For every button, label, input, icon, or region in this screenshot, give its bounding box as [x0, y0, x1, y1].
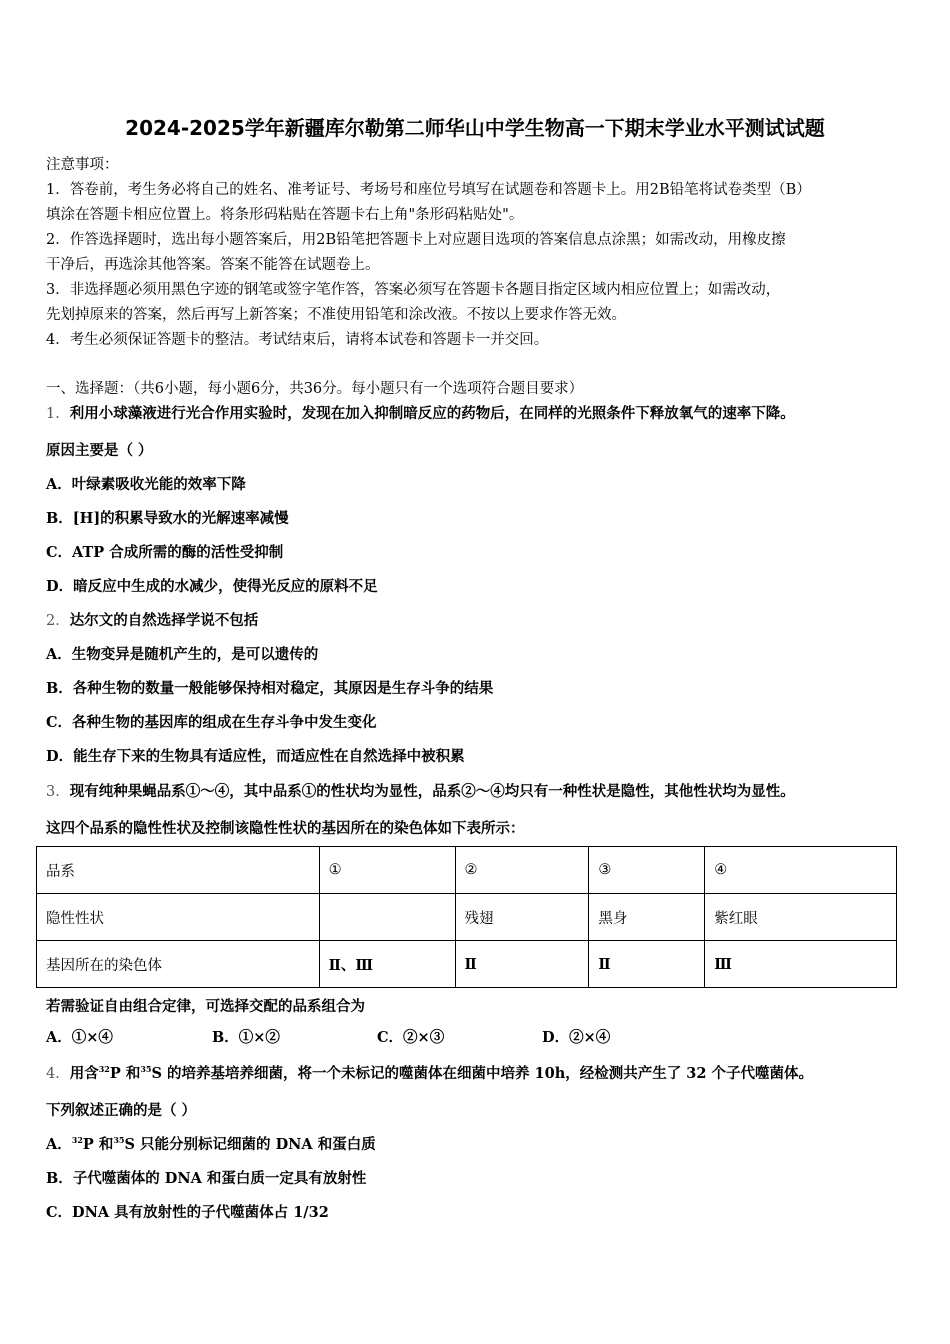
- table-row: [37, 847, 897, 894]
- table-cell: 品系: [37, 847, 320, 894]
- q4-stem-2: 下列叙述正确的是（ ）: [46, 1102, 197, 1119]
- notice-line: 先划掉原来的答案，然后再写上新答案；不准使用铅笔和涂改液。不按以上要求作答无效。: [46, 307, 626, 323]
- q1-stem-2: 原因主要是（ ）: [46, 442, 153, 459]
- notice-line: 2．作答选择题时，选出每小题答案后，用2B铅笔把答题卡上对应题目选项的答案信息点涂黑；如需改动，用橡皮擦: [46, 232, 786, 248]
- table-cell: ④: [705, 847, 897, 894]
- notice-line: 1．答卷前，考生务必将自己的姓名、准考证号、考场号和座位号填写在试题卷和答题卡上。用2B铅笔将试卷类型（B）: [46, 182, 811, 198]
- q2-number: 2．: [46, 613, 70, 629]
- table-cell: Ⅱ: [455, 941, 589, 988]
- q1-stem: 1．利用小球藻液进行光合作用实验时，发现在加入抑制暗反应的药物后，在同样的光照条件下释放氧气的速率下降。: [46, 405, 795, 422]
- table-row: [37, 941, 897, 988]
- q1-number: 1．: [46, 406, 70, 422]
- q3-stem-3: 若需验证自由组合定律，可选择交配的品系组合为: [46, 998, 365, 1015]
- table-cell: 紫红眼: [705, 894, 897, 941]
- q2-option-d: D．能生存下来的生物具有适应性，而适应性在自然选择中被积累: [46, 748, 465, 765]
- q2-option-c: C．各种生物的基因库的组成在生存斗争中发生变化: [46, 714, 377, 731]
- table-cell: Ⅱ、Ⅲ: [319, 941, 455, 988]
- q1-option-c: C．ATP 合成所需的酶的活性受抑制: [46, 544, 284, 561]
- table-cell: 基因所在的染色体: [37, 941, 320, 988]
- q3-option-c: C．②×③: [377, 1029, 445, 1046]
- q4-stem: 4．用含$^{32}$P 和$^{35}$S 的培养基培养细菌，将一个未标记的噬菌体在细菌中培养 10h，经检测共产生了 32 个子代噬菌体。: [46, 1064, 814, 1082]
- q2-stem: 2．达尔文的自然选择学说不包括: [46, 612, 259, 629]
- table-cell: 残翅: [455, 894, 589, 941]
- notice-line: 干净后，再选涂其他答案。答案不能答在试题卷上。: [46, 257, 380, 273]
- table-cell: [319, 894, 455, 941]
- table-cell: 隐性性状: [37, 894, 320, 941]
- exam-title: 2024-2025学年新疆库尔勒第二师华山中学生物高一下期末学业水平测试试题: [125, 116, 825, 140]
- q3-option-d: D．②×④: [542, 1029, 611, 1046]
- table-cell: Ⅲ: [705, 941, 897, 988]
- q4-number: 4．: [46, 1066, 70, 1082]
- notice-line: 4．考生必须保证答题卡的整洁。考试结束后，请将本试卷和答题卡一并交回。: [46, 332, 549, 348]
- section-heading: 一、选择题：（共6小题，每小题6分，共36分。每小题只有一个选项符合题目要求）: [46, 381, 584, 397]
- q4-option-b: B．子代噬菌体的 DNA 和蛋白质一定具有放射性: [46, 1170, 367, 1187]
- table-cell: 黑身: [589, 894, 705, 941]
- q2-option-a: A．生物变异是随机产生的，是可以遗传的: [46, 646, 319, 663]
- q2-option-b: B．各种生物的数量一般能够保持相对稳定，其原因是生存斗争的结果: [46, 680, 494, 697]
- q4-option-a: A．$^{32}$P 和$^{35}$S 只能分别标记细菌的 DNA 和蛋白质: [46, 1135, 376, 1153]
- strain-table: [36, 846, 897, 988]
- notice-heading: 注意事项：: [46, 157, 119, 173]
- notice-line: 3．非选择题必须用黑色字迹的钢笔或签字笔作答，答案必须写在答题卡各题目指定区域内相应位置上；如需改动，: [46, 282, 781, 298]
- q1-option-d: D．暗反应中生成的水减少，使得光反应的原料不足: [46, 578, 378, 595]
- q3-option-a: A．①×④: [46, 1029, 113, 1046]
- table-cell: ②: [455, 847, 589, 894]
- q1-option-b: B．[H]的积累导致水的光解速率减慢: [46, 510, 289, 527]
- table-row: [37, 894, 897, 941]
- q1-option-a: A．叶绿素吸收光能的效率下降: [46, 476, 246, 493]
- table-cell: ③: [589, 847, 705, 894]
- q4-option-c: C．DNA 具有放射性的子代噬菌体占 1/32: [46, 1204, 329, 1221]
- notice-line: 填涂在答题卡相应位置上。将条形码粘贴在答题卡右上角"条形码粘贴处"。: [46, 207, 524, 223]
- table-cell: ①: [319, 847, 455, 894]
- q3-option-b: B．①×②: [212, 1029, 280, 1046]
- q3-number: 3．: [46, 784, 70, 800]
- table-cell: Ⅱ: [589, 941, 705, 988]
- q3-stem-2: 这四个品系的隐性性状及控制该隐性性状的基因所在的染色体如下表所示：: [46, 820, 525, 837]
- q3-stem: 3．现有纯种果蝇品系①～④，其中品系①的性状均为显性，品系②～④均只有一种性状是隐性，其他性状均为显性。: [46, 783, 795, 800]
